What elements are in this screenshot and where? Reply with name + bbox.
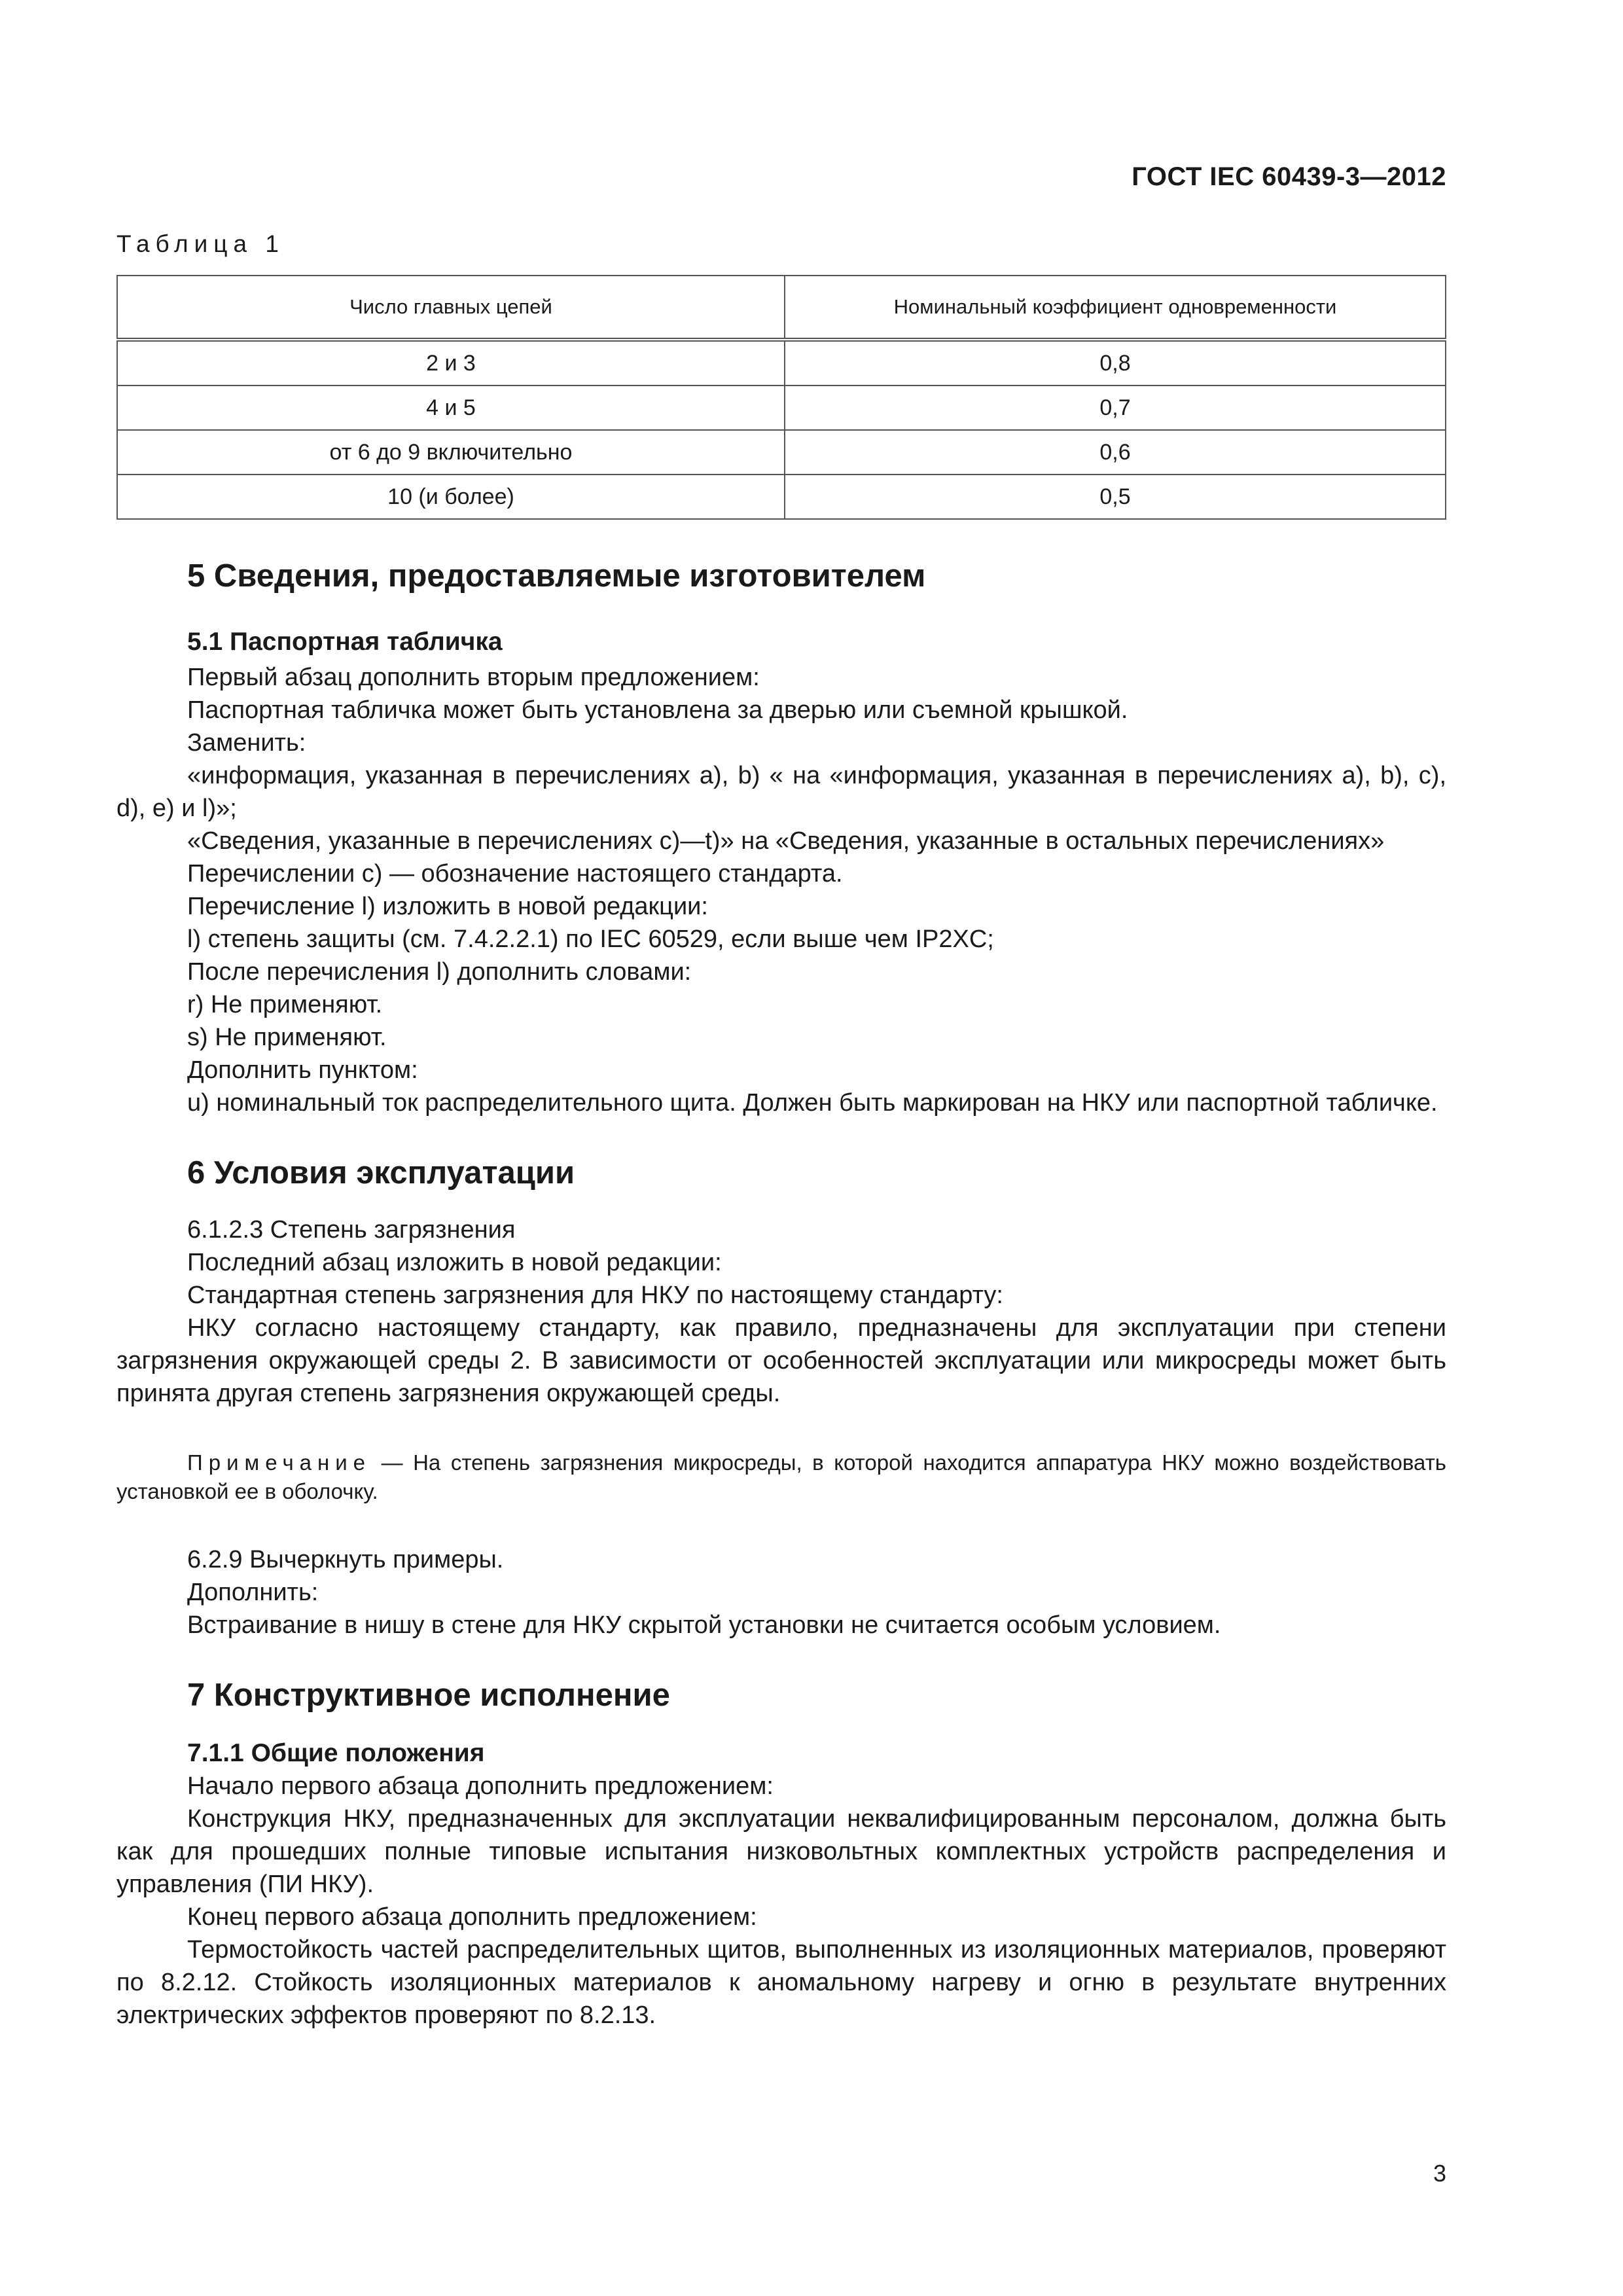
paragraph: «информация, указанная в перечислениях a), b) « на «информация, указанная в перечислениях a), b), c), d), e) и l)»; — [116, 762, 1446, 822]
subsection-7-1-1-heading: 7.1.1 Общие положения — [187, 1739, 485, 1767]
paragraph: После перечисления l) дополнить словами: — [187, 958, 692, 986]
table-row — [117, 430, 1446, 475]
note-label: Примечание — [187, 1450, 372, 1475]
table-cell: от 6 до 9 включительно — [117, 430, 785, 475]
paragraph: Стандартная степень загрязнения для НКУ по настоящему стандарту: — [187, 1282, 1003, 1309]
note — [116, 1448, 1446, 1506]
table-row — [117, 340, 1446, 386]
table-cell: 0,8 — [785, 340, 1446, 386]
table-cell: 0,7 — [785, 386, 1446, 430]
table-cell: 2 и 3 — [117, 340, 785, 386]
paragraph: u) номинальный ток распределительного щита. Должен быть маркирован на НКУ или паспортной табличке. — [187, 1089, 1438, 1117]
paragraph: Паспортная табличка может быть установлена за дверью или съемной крышкой. — [187, 696, 1128, 724]
paragraph: Перечисление l) изложить в новой редакции: — [187, 893, 708, 920]
paragraph: Первый абзац дополнить вторым предложением: — [187, 664, 760, 691]
table-cell: 0,5 — [785, 475, 1446, 519]
subsection-5-1-heading: 5.1 Паспортная табличка — [187, 628, 503, 656]
table-cell: 10 (и более) — [117, 475, 785, 519]
document-header: ГОСТ IEC 60439-3—2012 — [1132, 162, 1446, 191]
paragraph: Дополнить пунктом: — [187, 1056, 418, 1084]
page-number: 3 — [1433, 2160, 1446, 2187]
paragraph: Конструкция НКУ, предназначенных для эксплуатации неквалифицированным персоналом, должна быть как для прошедших полные типовые испытания низковольтных комплектных устройств распределения и управления (ПИ НКУ). — [116, 1805, 1446, 1898]
note-text: — На степень загрязнения микросреды, в которой находится аппаратура НКУ можно воздействовать установкой ее в оболочку. — [116, 1450, 1446, 1503]
table-row — [117, 386, 1446, 430]
paragraph: Конец первого абзаца дополнить предложением: — [187, 1903, 757, 1931]
coefficient-table — [116, 275, 1446, 520]
section-6-heading: 6 Условия эксплуатации — [187, 1155, 575, 1191]
table-caption: Таблица 1 — [116, 230, 285, 257]
document-body — [116, 556, 1446, 2032]
paragraph: Начало первого абзаца дополнить предложением: — [187, 1772, 774, 1800]
table-row — [117, 475, 1446, 519]
paragraph: s) Не применяют. — [187, 1024, 387, 1051]
paragraph: 6.2.9 Вычеркнуть примеры. — [187, 1546, 504, 1573]
paragraph: Термостойкость частей распределительных щитов, выполненных из изоляционных материалов, проверяют по 8.2.12. Стойкость изоляционных материалов к аномальному нагреву и огню в результате внутренних электрических эффектов проверяют по 8.2.13. — [116, 1936, 1446, 2029]
paragraph: НКУ согласно настоящему стандарту, как правило, предназначены для эксплуатации при степени загрязнения окружающей среды 2. В зависимости от особенностей эксплуатации или микросреды может быть принята другая степень загрязнения окружающей среды. — [116, 1314, 1446, 1407]
table-cell: 4 и 5 — [117, 386, 785, 430]
section-7-heading: 7 Конструктивное исполнение — [187, 1677, 670, 1713]
column-header: Номинальный коэффициент одновременности — [785, 276, 1446, 340]
paragraph: «Сведения, указанные в перечислениях c)—t)» на «Сведения, указанные в остальных перечислениях» — [187, 827, 1385, 855]
paragraph: Заменить: — [187, 729, 306, 757]
paragraph: Встраивание в нишу в стене для НКУ скрытой установки не считается особым условием. — [187, 1611, 1221, 1639]
paragraph: l) степень защиты (см. 7.4.2.2.1) по IEC 60529, если выше чем IP2XC; — [187, 925, 994, 953]
column-header: Число главных цепей — [117, 276, 785, 340]
paragraph: Последний абзац изложить в новой редакции: — [187, 1249, 722, 1276]
table-header-row — [117, 276, 1446, 340]
table-cell: 0,6 — [785, 430, 1446, 475]
paragraph: r) Не применяют. — [187, 991, 383, 1018]
paragraph: 6.1.2.3 Степень загрязнения — [187, 1216, 516, 1244]
paragraph: Дополнить: — [187, 1579, 319, 1606]
section-5-heading: 5 Сведения, предоставляемые изготовителем — [187, 558, 926, 594]
paragraph: Перечислении c) — обозначение настоящего стандарта. — [187, 860, 843, 888]
